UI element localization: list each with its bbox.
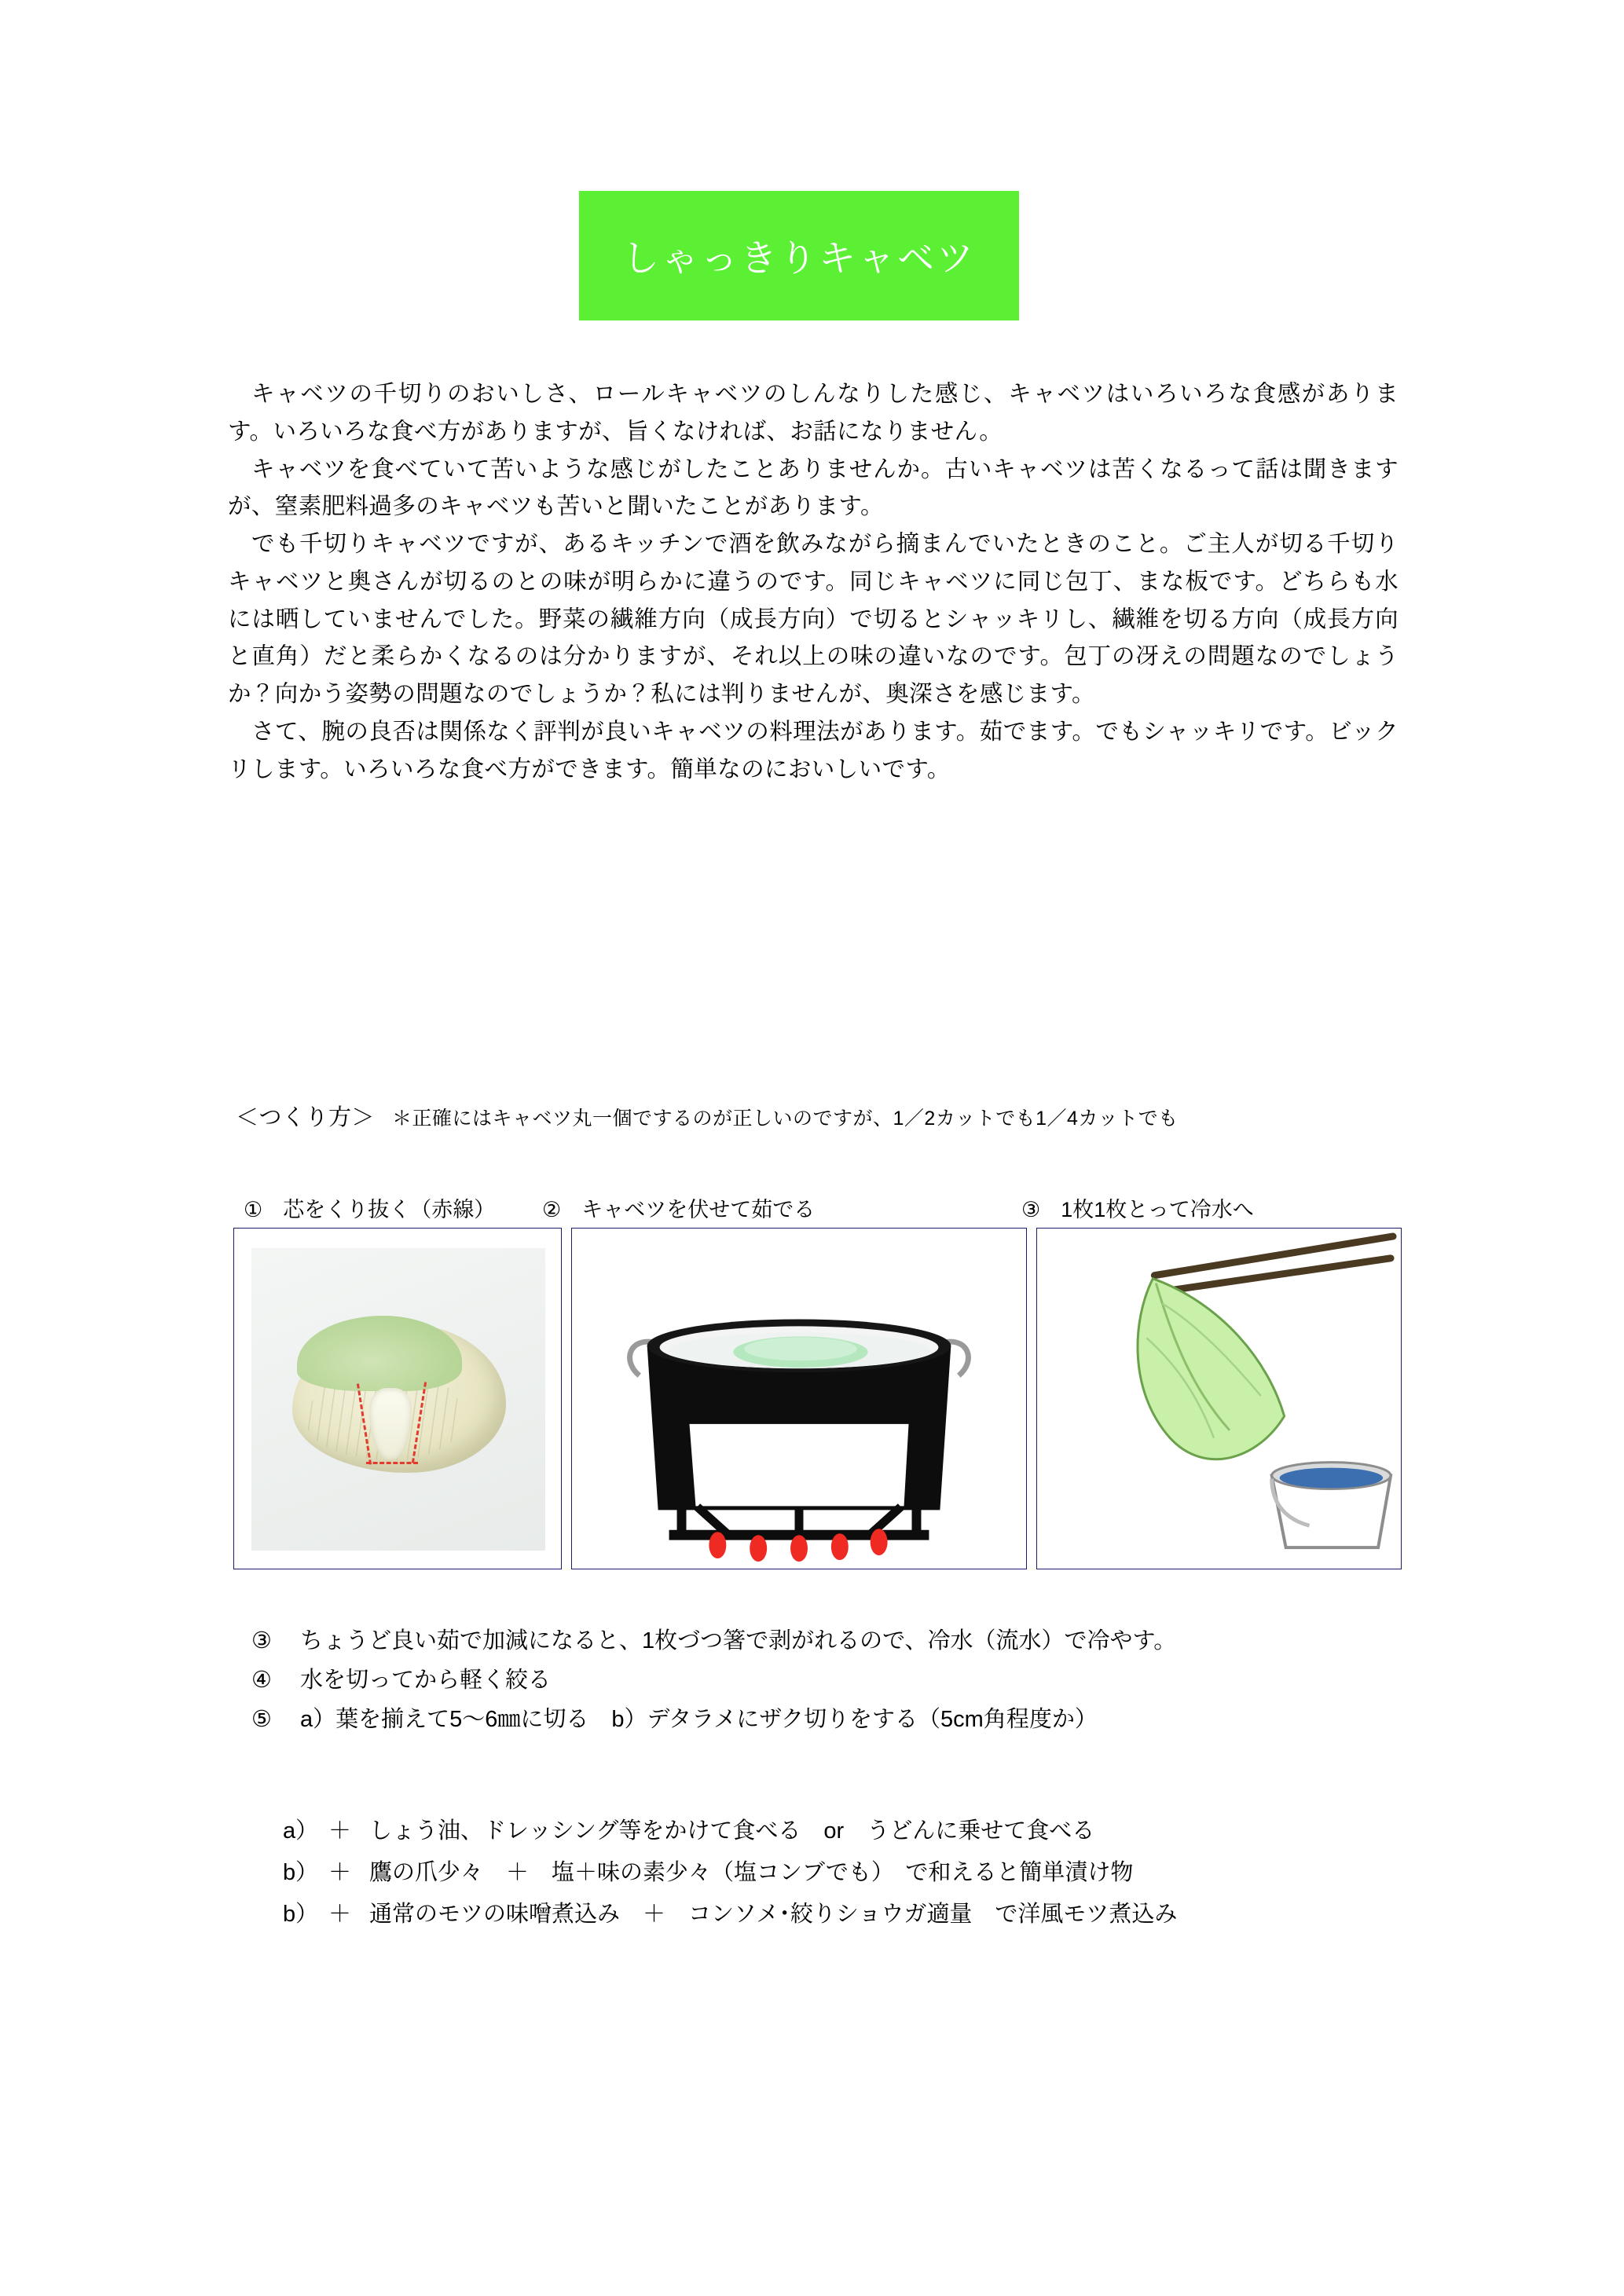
figure-boiling-pot bbox=[571, 1228, 1027, 1569]
figure-leaf-to-cold-water bbox=[1036, 1228, 1402, 1569]
step-item bbox=[251, 1701, 1430, 1740]
variant-item bbox=[283, 1894, 1461, 1935]
variant-text: しょう油、ドレッシング等をかけて食べる or うどんに乗せて食べる bbox=[369, 1818, 1095, 1844]
paragraph-2: キャベツを食べていて苦いような感じがしたことありませんか。古いキャベツは苦くなるって話は聞きますが、窒素肥料過多のキャベツも苦いと聞いたことがあります。 bbox=[228, 456, 1399, 520]
variant-text: 鷹の爪少々 ＋ 塩＋味の素少々（塩コンブでも） で和えると簡単漬け物 bbox=[369, 1859, 1134, 1885]
cabbage-photo bbox=[251, 1248, 545, 1551]
step-item bbox=[251, 1622, 1430, 1661]
chopsticks-leaf-bowl-illustration-icon bbox=[1037, 1229, 1401, 1569]
variant-item bbox=[283, 1811, 1461, 1852]
figure-caption-3 bbox=[1021, 1192, 1254, 1223]
howto-note: ＊正確にはキャベツ丸一個でするのが正しいのですが、1／2カットでも1／4カットでも bbox=[392, 1108, 1179, 1130]
step-number: ④ bbox=[251, 1667, 272, 1693]
pot-illustration-icon bbox=[572, 1229, 1026, 1569]
howto-heading bbox=[236, 1100, 1414, 1132]
step-text: 水を切ってから軽く絞る bbox=[300, 1667, 552, 1693]
figure-number-3: ③ bbox=[1021, 1198, 1041, 1221]
document-title-banner bbox=[579, 191, 1019, 320]
step-number: ③ bbox=[251, 1628, 272, 1653]
figure-row bbox=[233, 1228, 1402, 1569]
variant-text: 通常のモツの味噌煮込み ＋ コンソメ･絞りショウガ適量 で洋風モツ煮込み bbox=[369, 1901, 1178, 1927]
step-number: ⑤ bbox=[251, 1706, 272, 1732]
body-text-block bbox=[228, 375, 1399, 789]
step-item bbox=[251, 1661, 1430, 1701]
step-text: ちょうど良い茹で加減になると、1枚づつ箸で剥がれるので、冷水（流水）で冷やす。 bbox=[300, 1628, 1177, 1653]
figure-caption-text-3: 1枚1枚とって冷水へ bbox=[1061, 1198, 1254, 1221]
figure-caption-1 bbox=[244, 1192, 495, 1223]
figure-caption-2 bbox=[542, 1192, 815, 1223]
cabbage-outer-leaves bbox=[297, 1316, 462, 1391]
cut-line-bottom-icon bbox=[366, 1462, 418, 1464]
figure-number-2: ② bbox=[542, 1198, 562, 1221]
variants-list bbox=[283, 1811, 1461, 1935]
paragraph-3: でも千切りキャベツですが、あるキッチンで酒を飲みながら摘まんでいたときのこと。ご主人が切る千切りキャベツと奥さんが切るのとの味が明らかに違うのです。同じキャベツに同じ包丁、まな板です。どちらも水には晒していませんでした。野菜の繊維方向（成長方向）で切るとシャッキリし、繊維を切る方向（成長方向と直角）だと柔らかくなるのは分かりますが、それ以上の味の違いなのです。包丁の冴えの問題なのでしょうか？向かう姿勢の問題なのでしょうか？私には判りませんが、奥深さを感じます。 bbox=[228, 531, 1399, 708]
paragraph-4: さて、腕の良否は関係なく評判が良いキャベツの料理法があります。茹でます。でもシャッキリです。ビックリします。いろいろな食べ方ができます。簡単なのにおいしいです。 bbox=[228, 719, 1399, 782]
figure-caption-text-2: キャベツを伏せて茹でる bbox=[581, 1198, 816, 1221]
page-title: しゃっきりキャベツ bbox=[622, 237, 976, 279]
variant-plus: ＋ bbox=[328, 1901, 352, 1927]
figure-caption-row bbox=[236, 1192, 1414, 1224]
variant-item bbox=[283, 1852, 1461, 1894]
paragraph-1: キャベツの千切りのおいしさ、ロールキャベツのしんなりした感じ、キャベツはいろいろな食感があります。いろいろな食べ方がありますが、旨くなければ、お話になりません。 bbox=[228, 381, 1399, 445]
variant-label: a） bbox=[283, 1818, 319, 1844]
howto-label: ＜つくり方＞ bbox=[236, 1105, 376, 1130]
variant-label: b） bbox=[283, 1859, 319, 1885]
variant-label: b） bbox=[283, 1901, 319, 1927]
step-text: a）葉を揃えて5～6㎜に切る b）デタラメにザク切りをする（5cm角程度か） bbox=[300, 1706, 1098, 1732]
variant-plus: ＋ bbox=[328, 1859, 352, 1885]
figure-caption-text-1: 芯をくり抜く（赤線） bbox=[283, 1198, 496, 1221]
steps-list bbox=[251, 1622, 1430, 1740]
figure-cabbage-core-photo bbox=[233, 1228, 562, 1569]
figure-number-1: ① bbox=[244, 1198, 263, 1221]
variant-plus: ＋ bbox=[328, 1818, 352, 1844]
